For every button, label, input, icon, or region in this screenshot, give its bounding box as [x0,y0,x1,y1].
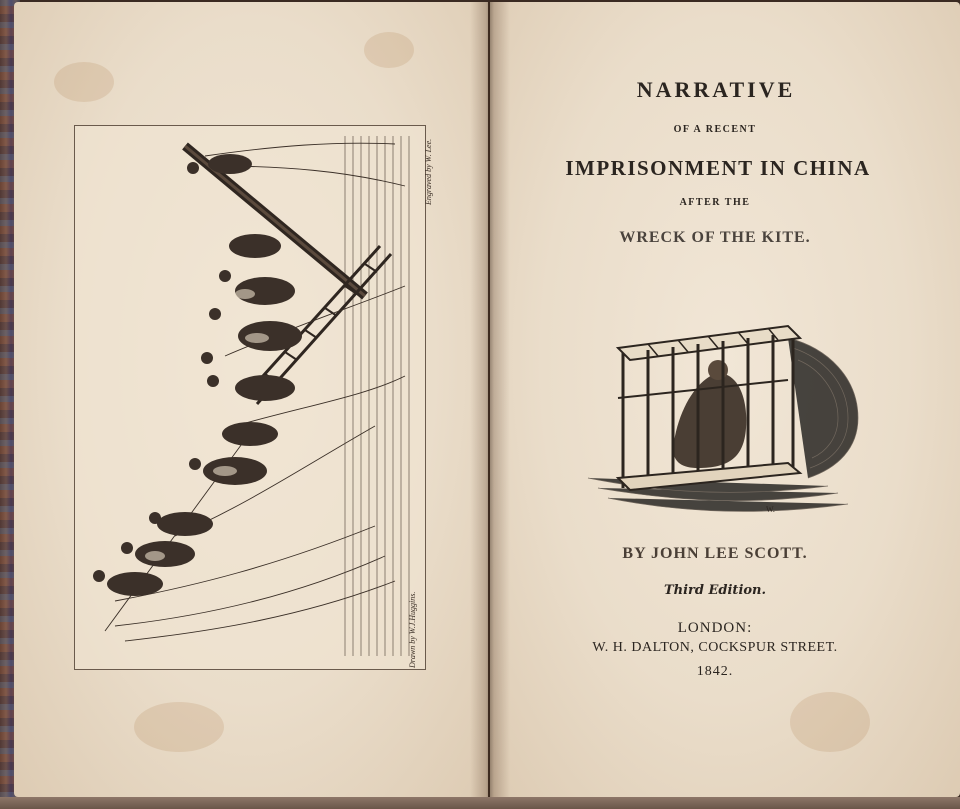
foxing-stain [364,32,414,68]
foxing-stain [134,702,224,752]
cage-vignette [578,318,868,528]
cage-illustration [578,318,868,523]
imprint-city: LONDON: [677,620,753,636]
engraving-artist-credit: Drawn by W.J.Huggins. [408,591,417,668]
book-title: NARRATIVE [636,77,796,102]
edition-line: Third Edition. [663,583,767,598]
author-line: BY JOHN LEE SCOTT. [622,545,808,562]
foxing-stain [54,62,114,102]
title-line-5: WRECK OF THE KITE. [619,229,811,246]
foxing-stain [790,692,870,752]
imprint-year: 1842. [696,664,734,679]
imprint-publisher: W. H. DALTON, COCKSPUR STREET. [592,640,838,655]
engraving-illustration [75,126,425,669]
page-edge [0,797,960,809]
engraving-engraver-credit: Engraved by W. Lee. [424,138,433,205]
frontispiece-engraving [74,125,426,670]
vignette-signature: W. [766,505,775,514]
title-line-4: AFTER THE [679,197,751,208]
title-line-3: IMPRISONMENT IN CHINA [565,156,871,180]
title-line-2: OF A RECENT [673,124,757,135]
